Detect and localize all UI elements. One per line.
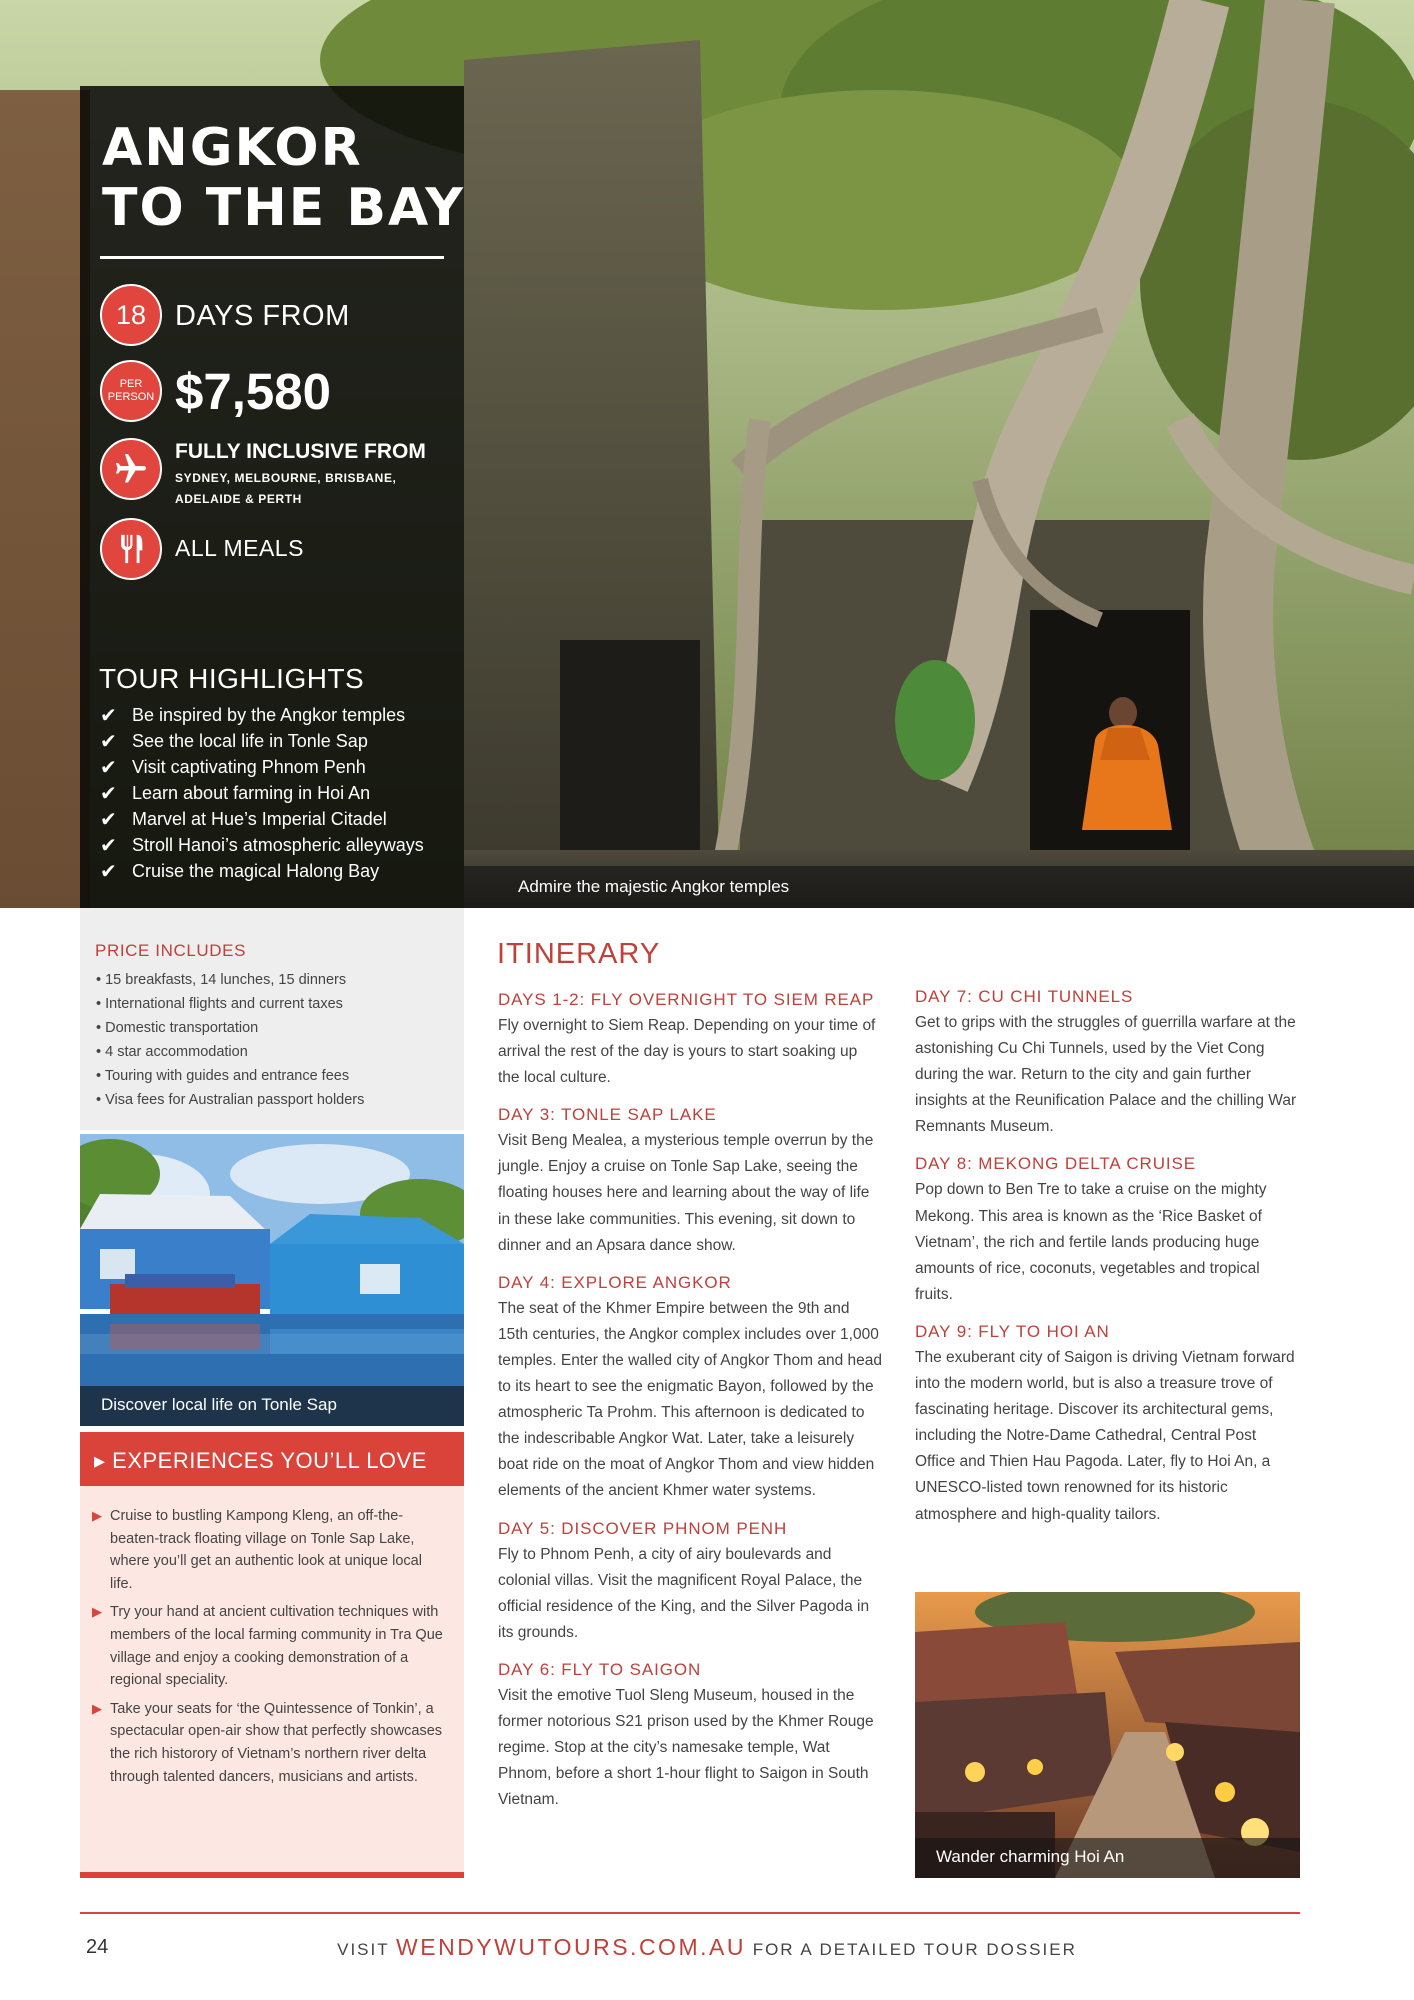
arrow-icon: ▶ — [92, 1508, 102, 1523]
highlight-item: ✔ Be inspired by the Angkor temples — [100, 704, 406, 727]
day-text: Pop down to Ben Tre to take a cruise on the mighty Mekong. This area is known as the ‘Rice Basket of Vietnam’, the rich and fertile lands producing huge amounts of rice, coconuts, vegetables and tropical fruits. — [915, 1181, 1267, 1303]
experiences-bottom-bar — [80, 1872, 464, 1878]
highlight-item: ✔ Stroll Hanoi’s atmospheric alleyways — [100, 834, 424, 857]
itinerary-column-right — [915, 984, 1299, 1539]
list-item: • 15 breakfasts, 14 lunches, 15 dinners — [96, 972, 347, 988]
tour-title-line1: ANGKOR — [102, 118, 363, 178]
itinerary-day — [498, 1102, 882, 1258]
per-person-badge: PER PERSON — [100, 360, 162, 422]
tonle-sap-photo — [80, 1134, 464, 1426]
highlight-item: ✔ Marvel at Hue’s Imperial Citadel — [100, 808, 387, 831]
check-icon: ✔ — [100, 730, 117, 753]
day-text: The seat of the Khmer Empire between the 9th and 15th centuries, the Angkor complex includes over 1,000 temples. Enter the walled city of Angkor Thom and head to its heart to see the enigmatic Bayon, followed by the atmospheric Ta Prohm. This afternoon is dedicated to the indescribable Angkor Wat. Later, take a leisurely boat ride on the moat of Angkor Thom and view hidden elements of the ancient Khmer water systems. — [498, 1299, 882, 1500]
check-icon: ✔ — [100, 704, 117, 727]
meals-label: ALL MEALS — [175, 535, 304, 561]
day-heading: DAY 8: MEKONG DELTA CRUISE — [915, 1154, 1196, 1174]
day-text: Visit Beng Mealea, a mysterious temple overrun by the jungle. Enjoy a cruise on Tonle Sap Lake, seeing the floating houses here and learning about the way of life in these lake communities. This evening, sit down to dinner and an Apsara dance show. — [498, 1132, 874, 1254]
arrow-icon: ▶ — [92, 1700, 102, 1716]
page-number: 24 — [86, 1936, 109, 1958]
hoi-an-street-scene — [915, 1592, 1300, 1878]
plane-icon — [100, 438, 162, 500]
itinerary-day — [915, 984, 1299, 1140]
day-text: The exuberant city of Saigon is driving Vietnam forward into the modern world, but is also a treasure trove of fascinating heritage. Discover its architectural gems, including the Notre-Dame Cathedral, Central Post Office and Thien Hau Pagoda. Later, fly to Hoi An, a UNESCO-listed town renowned for its historic atmosphere and high-quality tailors. — [915, 1348, 1295, 1523]
itinerary-day — [915, 1319, 1299, 1528]
experiences-list — [92, 1505, 444, 1794]
experiences-title: ▸ EXPERIENCES YOU’LL LOVE — [94, 1448, 427, 1473]
list-item: • Touring with guides and entrance fees — [96, 1068, 350, 1084]
hero-caption: Admire the majestic Angkor temples — [518, 877, 790, 896]
days-badge: 18 — [100, 284, 162, 346]
itinerary-day — [498, 1270, 882, 1505]
footer-suffix: FOR A DETAILED TOUR DOSSIER — [752, 1940, 1077, 1959]
day-text: Fly to Phnom Penh, a city of airy boulevards and colonial villas. Visit the magnificent Royal Palace, the official residence of the King, and the Silver Pagoda in its grounds. — [498, 1545, 870, 1641]
day-text: Get to grips with the struggles of guerrilla warfare at the astonishing Cu Chi Tunnels, used by the Viet Cong during the war. Return to the city and gain further insights at the Reunification Palace and the chilling War Remnants Museum. — [915, 1014, 1297, 1136]
hoi-an-photo — [915, 1592, 1300, 1878]
check-icon: ✔ — [100, 834, 117, 857]
list-item: • Domestic transportation — [96, 1020, 259, 1036]
price-includes-title: PRICE INCLUDES — [95, 941, 247, 960]
day-heading: DAY 9: FLY TO HOI AN — [915, 1321, 1110, 1341]
arrow-icon: ▶ — [92, 1604, 102, 1620]
check-icon: ✔ — [100, 808, 117, 831]
highlight-item: ✔ Cruise the magical Halong Bay — [100, 860, 380, 883]
footer-text — [0, 1934, 1414, 1961]
itinerary-column-left — [498, 987, 882, 1824]
list-item: • International flights and current taxes — [96, 996, 343, 1012]
highlights-title: TOUR HIGHLIGHTS — [99, 663, 365, 694]
itinerary-day — [498, 1657, 882, 1813]
floating-village-scene — [80, 1134, 464, 1426]
day-heading: DAY 7: CU CHI TUNNELS — [915, 987, 1134, 1006]
check-icon: ✔ — [100, 860, 117, 883]
experience-item: ▶ Cruise to bustling Kampong Kleng, an off-the-beaten-track floating village on Tonle Sap Lake, where you’ll get an authentic look at unique local life. — [92, 1505, 444, 1595]
tour-title-line2: TO THE BAY — [102, 178, 465, 238]
itinerary-title: ITINERARY — [497, 938, 661, 970]
day-text: Fly overnight to Siem Reap. Depending on your time of arrival the rest of the day is yours to start soaking up the local culture. — [498, 1017, 876, 1087]
tonle-sap-caption: Discover local life on Tonle Sap — [101, 1395, 337, 1414]
footer-divider — [80, 1912, 1300, 1914]
experience-item: ▶ Take your seats for ‘the Quintessence of Tonkin’, a spectacular open-air show that perfectly showcases the rich historory of Vietnam’s northern river delta through talented dancers, musicians and artists. — [92, 1698, 444, 1788]
cutlery-icon — [100, 518, 162, 580]
day-heading: DAYS 1-2: FLY OVERNIGHT TO SIEM REAP — [498, 990, 875, 1009]
title-divider — [100, 256, 444, 259]
experience-item: ▶ Try your hand at ancient cultivation techniques with members of the local farming community in Tra Que village and enjoy a cooking demonstration of a regional speciality. — [92, 1601, 444, 1691]
check-icon: ✔ — [100, 782, 117, 805]
tour-price: $7,580 — [175, 363, 331, 420]
footer-visit: VISIT — [337, 1940, 390, 1959]
day-heading: DAY 6: FLY TO SAIGON — [498, 1659, 702, 1679]
itinerary-day — [915, 1151, 1299, 1307]
day-text: Visit the emotive Tuol Sleng Museum, housed in the former notorious S21 prison used by the Khmer Rouge regime. Stop at the city’s namesake temple, Wat Phnom, before a short 1-hour flight to Saigon in South Vietnam. — [498, 1686, 874, 1809]
list-item: • Visa fees for Australian passport holders — [96, 1092, 365, 1108]
day-heading: DAY 3: TONLE SAP LAKE — [498, 1105, 717, 1125]
day-heading: DAY 5: DISCOVER PHNOM PENH — [498, 1518, 788, 1538]
website-link[interactable]: WENDYWUTOURS.COM.AU — [396, 1934, 746, 1960]
list-item: • 4 star accommodation — [96, 1044, 248, 1060]
departure-cities: SYDNEY, MELBOURNE, BRISBANE, ADELAIDE & PERTH — [175, 471, 397, 506]
inclusive-label: FULLY INCLUSIVE FROM — [175, 440, 426, 463]
days-label: DAYS FROM — [175, 300, 350, 332]
itinerary-day — [498, 1516, 882, 1646]
itinerary-day — [498, 987, 882, 1091]
highlights-list — [100, 702, 424, 884]
tour-title — [102, 118, 465, 238]
price-includes-list — [96, 972, 364, 1116]
day-heading: DAY 4: EXPLORE ANGKOR — [498, 1272, 732, 1292]
highlight-item: ✔ See the local life in Tonle Sap — [100, 730, 368, 753]
hoi-an-caption: Wander charming Hoi An — [936, 1847, 1125, 1866]
highlight-item: ✔ Learn about farming in Hoi An — [100, 782, 371, 805]
check-icon: ✔ — [100, 756, 117, 779]
highlight-item: ✔ Visit captivating Phnom Penh — [100, 756, 366, 779]
